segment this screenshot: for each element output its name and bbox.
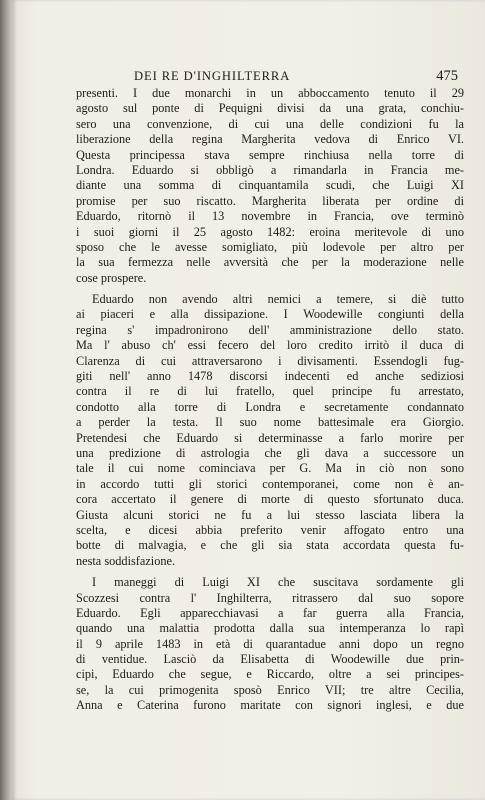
text-line: Ma l' abuso ch' essi fecero del loro credito irritò il duca di (76, 338, 464, 353)
text-line: Eduardo non avendo altri nemici a temere, si diè tutto (92, 292, 464, 307)
text-line: Questa principessa stava sempre rinchiusa nella torre di (76, 147, 464, 162)
text-line: Scozzesi contra l' Inghilterra, ritrassero dal suo sopore (76, 590, 464, 605)
text-line: Pretendesi che Eduardo si determinasse a farlo morire per (76, 430, 464, 445)
text-line: in accordo tutti gli storici contemporanei, come non è an- (76, 476, 464, 491)
text-line: a perder la testa. Il suo nome battesimale era Giorgio. (76, 415, 464, 430)
text-line: una predizione di astrologia che gli dava a successore un (76, 445, 464, 460)
running-header (76, 69, 464, 87)
text-line: cipi, Eduardo che segue, e Riccardo, oltre a sei principes- (76, 667, 464, 682)
text-line: se, la cui primogenita sposò Enrico VII; tre altre Cecilia, (76, 682, 464, 697)
text-line: la sua fermezza nelle avversità che per la moderazione nelle (76, 255, 464, 270)
book-gutter (0, 0, 12, 800)
text-line: Clarenza di cui attraversarono i divisamenti. Essendogli fug- (76, 353, 464, 368)
text-line: Eduardo. Egli apparecchiavasi a far guerra alla Francia, (76, 605, 464, 620)
paragraph (76, 575, 464, 714)
text-line: promise per suo riscatto. Margherita liberata per ordine di (76, 193, 464, 208)
text-line: regina s' impadronirono dell' amministrazione dello stato. (76, 322, 464, 337)
text-line: agosto sul ponte di Pequigni divisi da una grata, conchiu- (76, 101, 464, 116)
text-line: contra il re di lui fratello, quel principe fu arrestato, (76, 384, 464, 399)
text-line: condotto alla torre di Londra e secretamente condannato (76, 399, 464, 414)
running-title: DEI RE D'INGHILTERRA (134, 69, 291, 83)
text-line: presenti. I due monarchi in un abboccamento tenuto il 29 (76, 86, 464, 100)
text-line: Londra. Eduardo si obbligò a rimandarla in Francia me- (76, 162, 464, 177)
text-line: diante una somma di cinquantamila scudi, che Luigi XI (76, 178, 464, 193)
text-line: Eduardo, ritornò il 13 novembre in Francia, ove terminò (76, 209, 464, 224)
text-line: giti nell' anno 1478 discorsi indecenti ed anche sediziosi (76, 369, 464, 384)
text-line: Anna e Caterina furono maritate con signori inglesi, e due (76, 698, 464, 713)
body-text (76, 86, 464, 714)
text-line: liberazione della regina Margherita vedova di Enrico VI. (76, 132, 464, 147)
text-line: sposo che le avesse somigliato, più lodevole per altro per (76, 239, 464, 254)
text-line: botte di malvagia, e che gli sia stata accordata questa fu- (76, 538, 464, 553)
text-line: quando una malattia prodotta dalla sua intemperanza lo rapì (76, 621, 464, 636)
text-line: nesta soddisfazione. (76, 553, 176, 568)
text-line: cora accertato il genere di morte di questo sfortunato duca. (76, 492, 464, 507)
text-line: tale il cui nome cominciava per G. Ma in ciò non sono (76, 461, 464, 476)
page-number: 475 (436, 68, 458, 84)
text-line: di ventidue. Lasciò da Elisabetta di Woodewille due prin- (76, 652, 464, 667)
paragraph (76, 86, 464, 286)
text-line: sero una convenzione, di cui una delle condizioni fu la (76, 116, 464, 131)
text-line: cose prospere. (76, 270, 147, 285)
text-line: scelta, e dicesi abbia preferito venir affogato entro una (76, 522, 464, 537)
text-line: ai piaceri e alla dissipazione. I Woodewille congiunti della (76, 307, 464, 322)
text-line: il 9 aprile 1483 in età di quarantadue anni dopo un regno (76, 636, 464, 651)
paragraph (76, 292, 464, 569)
text-line: I maneggi di Luigi XI che suscitava sordamente gli (92, 575, 464, 590)
text-line: Giusta alcuni storici ne fu a lui stesso lasciata libera la (76, 507, 464, 522)
text-line: i suoi giorni il 25 agosto 1482: eroina meritevole di uno (76, 224, 464, 239)
